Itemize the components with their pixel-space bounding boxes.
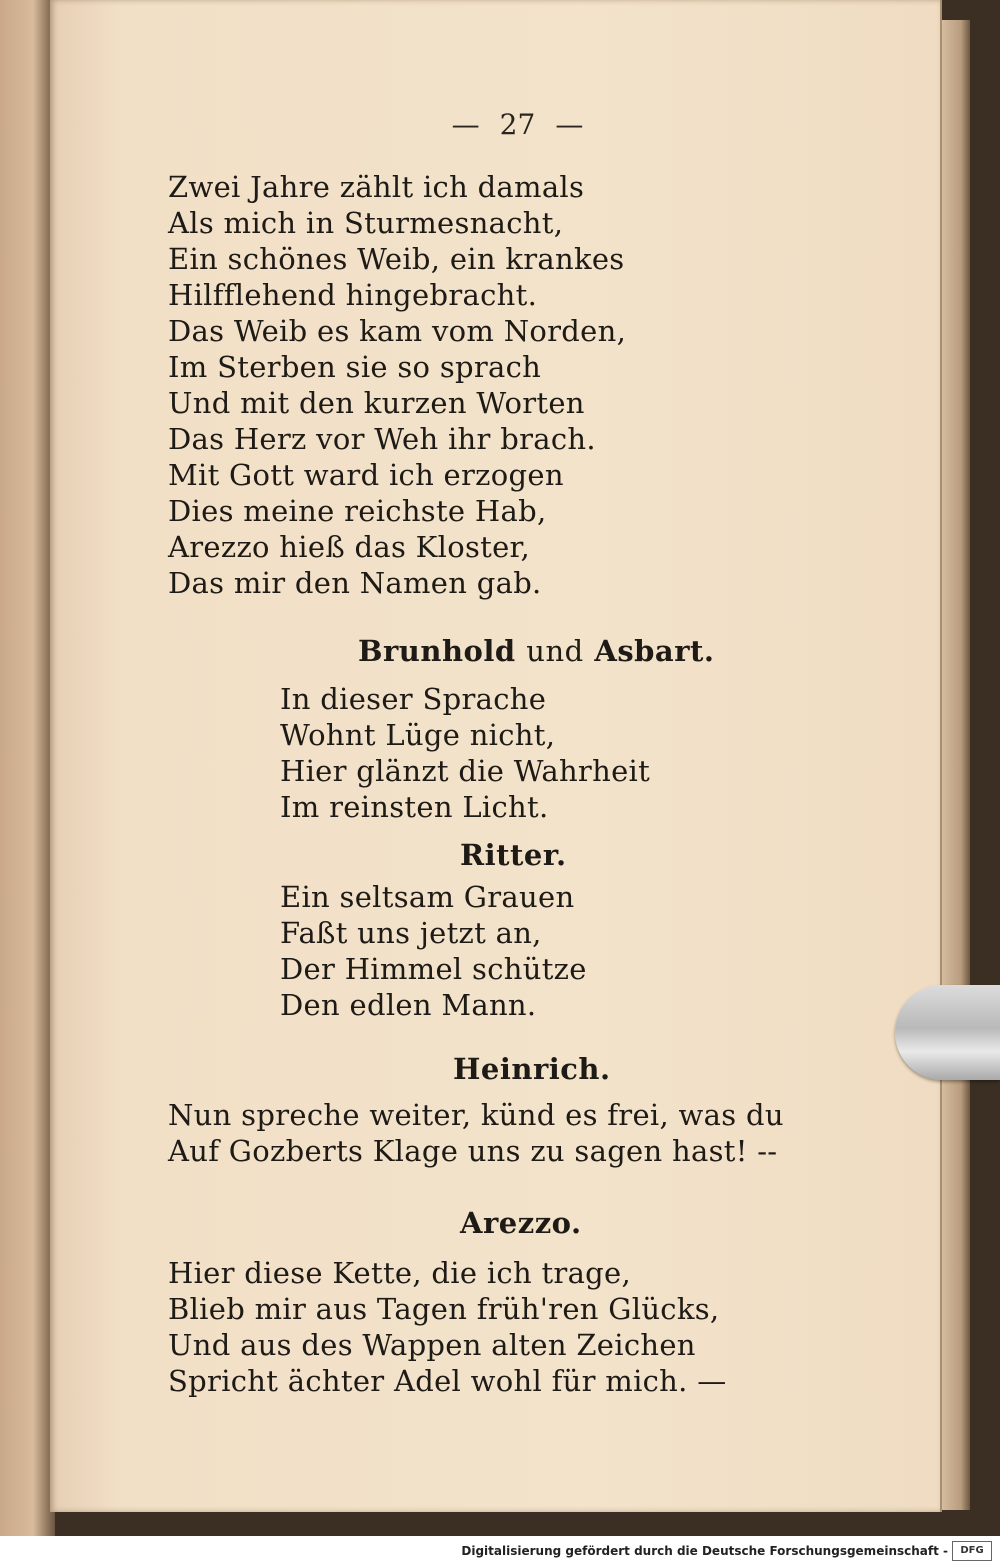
verse-line: Das mir den Namen gab.: [168, 566, 542, 600]
verse-line: Und mit den kurzen Worten: [168, 386, 585, 420]
verse-line: Und aus des Wappen alten Zeichen: [168, 1328, 696, 1362]
verse-line: Das Herz vor Weh ihr brach.: [168, 422, 596, 456]
verse-line: Im reinsten Licht.: [280, 790, 549, 824]
speaker-heading: Ritter.: [460, 838, 567, 872]
speaker-heading: Arezzo.: [460, 1206, 582, 1240]
left-page-edge: [0, 0, 55, 1536]
verse-line: Blieb mir aus Tagen früh'ren Glücks,: [168, 1292, 720, 1326]
verse-line: Den edlen Mann.: [280, 988, 537, 1022]
verse-line: Auf Gozberts Klage uns zu sagen hast! --: [168, 1134, 778, 1168]
right-page-edge: [940, 20, 970, 1510]
verse-line: Faßt uns jetzt an,: [280, 916, 542, 950]
page-number-value: 27: [499, 108, 536, 141]
verse-line: Hier glänzt die Wahrheit: [280, 754, 651, 788]
funding-notice: Digitalisierung gefördert durch die Deutsche Forschungsgemeinschaft -: [461, 1544, 948, 1558]
verse-line: Das Weib es kam vom Norden,: [168, 314, 627, 348]
dfg-logo: DFG: [952, 1541, 992, 1561]
verse-line: Ein seltsam Grauen: [280, 880, 575, 914]
verse-line: Hilfflehend hingebracht.: [168, 278, 538, 312]
page-clip: [895, 985, 1000, 1080]
speaker-heading: [358, 634, 715, 668]
verse-line: Im Sterben sie so sprach: [168, 350, 542, 384]
verse-line: Nun spreche weiter, künd es frei, was du: [168, 1098, 784, 1132]
speaker-conjunction: und: [526, 634, 584, 668]
verse-line: Dies meine reichste Hab,: [168, 494, 547, 528]
book-page: [50, 0, 942, 1512]
verse-line: Zwei Jahre zählt ich damals: [168, 170, 585, 204]
verse-line: Ein schönes Weib, ein krankes: [168, 242, 625, 276]
verse-line: Spricht ächter Adel wohl für mich. —: [168, 1364, 727, 1398]
verse-line: Hier diese Kette, die ich trage,: [168, 1256, 632, 1290]
page-number: — 27 —: [451, 108, 584, 141]
verse-line: In dieser Sprache: [280, 682, 547, 716]
speaker-name: Brunhold: [358, 634, 516, 668]
verse-line: Der Himmel schütze: [280, 952, 587, 986]
speaker-heading: Heinrich.: [453, 1052, 611, 1086]
speaker-name: Asbart.: [594, 634, 715, 668]
verse-line: Als mich in Sturmesnacht,: [168, 206, 564, 240]
verse-line: Wohnt Lüge nicht,: [280, 718, 556, 752]
verse-line: Mit Gott ward ich erzogen: [168, 458, 564, 492]
verse-line: Arezzo hieß das Kloster,: [168, 530, 531, 564]
